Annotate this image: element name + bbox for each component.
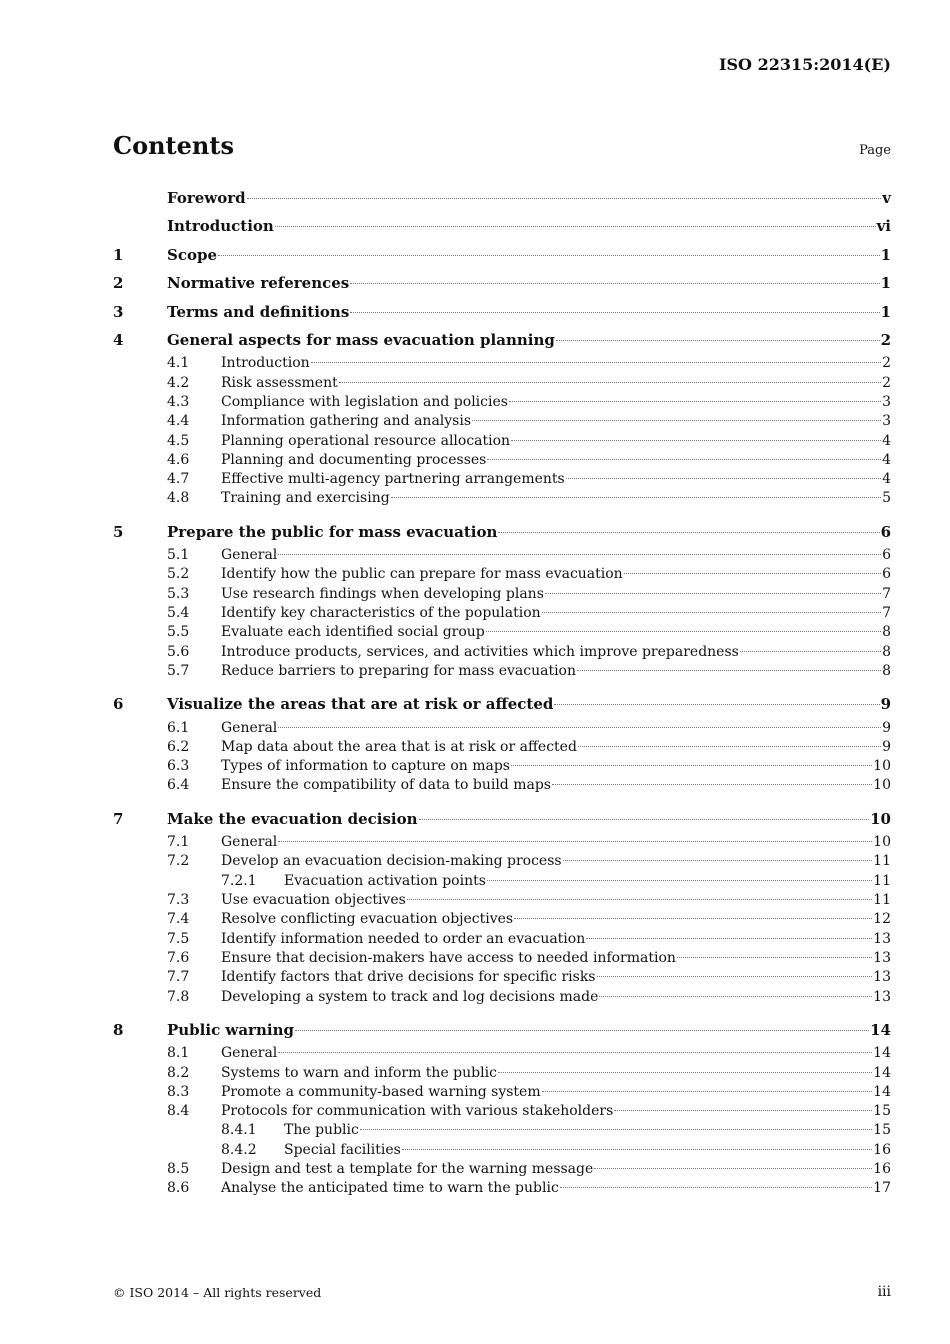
dot-leader (542, 1091, 873, 1092)
toc-entry-number: 1 (113, 245, 124, 264)
toc-entry-page[interactable]: 16 (873, 1141, 891, 1158)
toc-entry-title[interactable]: Promote a community-based warning system (221, 1083, 541, 1100)
dot-leader (509, 401, 881, 402)
toc-entry-title[interactable]: Systems to warn and inform the public (221, 1064, 497, 1081)
toc-entry-title[interactable]: Training and exercising (221, 490, 390, 507)
dot-leader (624, 573, 881, 574)
dot-leader (311, 362, 881, 363)
toc-entry-number: 5 (113, 522, 124, 541)
toc-entry-page[interactable]: 4 (882, 451, 891, 468)
toc-entry-number: 4.3 (167, 393, 190, 410)
toc-entry-number: 5.3 (167, 585, 190, 602)
dot-leader (402, 1149, 872, 1150)
toc-entry-title[interactable]: Types of information to capture on maps (221, 758, 510, 775)
toc-entry[interactable] (113, 852, 891, 871)
toc-entry-page[interactable]: 11 (873, 872, 891, 889)
toc-entry-page[interactable]: 15 (873, 1122, 891, 1139)
toc-entry[interactable] (113, 988, 891, 1007)
toc-entry-page[interactable]: 10 (870, 809, 891, 828)
dot-leader (578, 746, 881, 747)
toc-entry-number: 8.4.2 (221, 1141, 257, 1158)
toc-entry-title[interactable]: Design and test a template for the warning message (221, 1161, 594, 1177)
toc-entry-page[interactable]: 6 (882, 566, 891, 583)
toc-entry-title[interactable]: Identify key characteristics of the population (221, 605, 541, 621)
toc-entry[interactable] (113, 546, 891, 565)
dot-leader (542, 612, 881, 613)
toc-entry[interactable] (113, 662, 891, 681)
toc-entry-page[interactable]: 10 (873, 758, 891, 775)
toc-entry-number: 5.7 (167, 662, 190, 679)
toc-entry-title[interactable]: Foreword (167, 189, 246, 207)
dot-leader (278, 554, 881, 555)
toc-entry-page[interactable]: 16 (873, 1161, 891, 1177)
dot-leader (614, 1110, 872, 1111)
dot-leader (560, 1187, 872, 1188)
toc-entry-page[interactable]: 13 (873, 949, 891, 966)
dot-leader (586, 938, 872, 939)
dot-leader (278, 727, 881, 728)
toc-entry-number: 8.6 (167, 1180, 190, 1197)
toc-entry-title[interactable]: Planning and documenting processes (221, 451, 487, 468)
toc-entry-number: 6.1 (167, 719, 190, 736)
toc-entry-page[interactable]: 8 (882, 624, 891, 641)
toc-entry-title[interactable]: Identify how the public can prepare for mass evacuation (221, 566, 623, 583)
toc-entry-number: 4.1 (167, 355, 190, 372)
toc-entry[interactable] (113, 374, 891, 393)
toc-entry-page[interactable]: 3 (882, 393, 891, 410)
toc-entry[interactable] (113, 298, 891, 326)
toc-entry[interactable] (113, 604, 891, 623)
toc-entry[interactable] (113, 489, 891, 508)
toc-entry[interactable] (113, 184, 891, 212)
toc-entry[interactable] (113, 212, 891, 240)
toc-entry[interactable] (113, 891, 891, 910)
toc-entry-page[interactable]: vi (876, 217, 891, 236)
toc-entry-title[interactable]: Evaluate each identified social group (221, 624, 485, 641)
toc-entry-title[interactable]: Terms and definitions (167, 302, 350, 321)
dot-leader (677, 957, 872, 958)
toc-entry[interactable] (113, 451, 891, 470)
toc-entry-number: 5.2 (167, 566, 190, 583)
dot-leader (545, 593, 881, 594)
toc-entry-page[interactable]: 14 (873, 1064, 891, 1081)
toc-entry[interactable] (113, 910, 891, 929)
toc-entry-title[interactable]: Ensure that decision-makers have access to needed information (221, 949, 676, 966)
toc-entry[interactable] (113, 1102, 891, 1121)
toc-entry-title[interactable]: General (221, 834, 278, 851)
toc-entry[interactable] (113, 757, 891, 776)
toc-entry[interactable] (113, 432, 891, 451)
toc-entry[interactable] (113, 1064, 891, 1083)
dot-leader (599, 996, 872, 997)
toc-entry-page[interactable]: 4 (882, 471, 891, 488)
toc-entry[interactable] (113, 1044, 891, 1063)
toc-entry-title[interactable]: Special facilities (284, 1141, 401, 1158)
dot-leader (218, 255, 880, 256)
toc-entry-page[interactable]: 13 (873, 930, 891, 947)
toc-entry-page[interactable]: 11 (873, 853, 891, 870)
toc-entry-title[interactable]: Use research findings when developing plans (221, 585, 544, 602)
dot-leader (566, 478, 881, 479)
toc-entry-title[interactable]: Developing a system to track and log decisions made (221, 988, 599, 1005)
dot-leader (391, 497, 881, 498)
toc-entry-page[interactable]: v (882, 189, 891, 207)
footer-copyright: © ISO 2014 – All rights reserved (113, 1285, 322, 1300)
toc-entry-number: 8 (113, 1020, 124, 1039)
toc-entry-page[interactable]: 1 (880, 274, 891, 293)
toc-entry-number: 7.6 (167, 949, 190, 966)
toc-entry-page[interactable]: 11 (873, 892, 891, 909)
dot-leader (275, 226, 876, 227)
toc-entry-number: 7.2 (167, 853, 190, 870)
contents-heading: Contents (113, 131, 234, 160)
toc-entry-number: 7 (113, 809, 124, 828)
toc-entry[interactable] (113, 1016, 891, 1044)
toc-entry-number: 7.5 (167, 930, 190, 947)
dot-leader (472, 420, 881, 421)
toc-entry-page[interactable]: 10 (873, 777, 891, 794)
toc-entry-number: 8.5 (167, 1161, 190, 1177)
toc-entry-title[interactable]: Map data about the area that is at risk or affected (221, 738, 577, 755)
toc-entry-page[interactable]: 6 (880, 522, 891, 541)
toc-entry[interactable] (113, 968, 891, 987)
toc-entry-number: 4.6 (167, 451, 190, 468)
dot-leader (350, 283, 879, 284)
toc-entry-number: 6.3 (167, 758, 190, 775)
table-of-contents (113, 184, 891, 1199)
dot-leader (554, 704, 879, 705)
toc-entry-number: 7.1 (167, 834, 190, 851)
toc-entry-title[interactable]: Normative references (167, 274, 350, 293)
dot-leader (511, 765, 872, 766)
toc-entry-number: 4.4 (167, 413, 190, 430)
toc-entry[interactable] (113, 738, 891, 757)
toc-entry[interactable] (113, 1121, 891, 1140)
toc-entry-title[interactable]: General (221, 719, 278, 736)
toc-entry-title[interactable]: Reduce barriers to preparing for mass evacuation (221, 662, 577, 679)
toc-entry-number: 8.3 (167, 1083, 190, 1100)
toc-entry-page[interactable]: 8 (882, 662, 891, 679)
toc-entry[interactable] (113, 623, 891, 642)
toc-entry-title[interactable]: Identify information needed to order an evacuation (221, 930, 586, 947)
toc-entry[interactable] (113, 412, 891, 431)
toc-entry-page[interactable]: 3 (882, 413, 891, 430)
toc-entry-page[interactable]: 13 (873, 969, 891, 986)
dot-leader (514, 918, 872, 919)
toc-entry-title[interactable]: Make the evacuation decision (167, 809, 418, 828)
toc-entry-page[interactable]: 9 (882, 738, 891, 755)
toc-entry-page[interactable]: 8 (882, 643, 891, 660)
toc-entry[interactable] (113, 930, 891, 949)
toc-entry-title[interactable]: Public warning (167, 1020, 294, 1039)
dot-leader (563, 860, 873, 861)
footer-page-number: iii (877, 1284, 891, 1300)
dot-leader (339, 382, 881, 383)
dot-leader (487, 880, 872, 881)
toc-entry-number: 4.2 (167, 374, 190, 391)
toc-entry-page[interactable]: 13 (873, 988, 891, 1005)
toc-entry[interactable] (113, 1179, 891, 1198)
dot-leader (247, 198, 882, 199)
toc-entry[interactable] (113, 470, 891, 489)
toc-entry-number: 8.1 (167, 1045, 190, 1062)
toc-entry[interactable] (113, 518, 891, 546)
toc-entry[interactable] (113, 269, 891, 297)
toc-entry-page[interactable]: 10 (873, 834, 891, 851)
dot-leader (295, 1030, 869, 1031)
dot-leader (350, 312, 879, 313)
toc-entry[interactable] (113, 719, 891, 738)
toc-entry-number: 7.4 (167, 911, 190, 928)
toc-entry[interactable] (113, 776, 891, 795)
toc-entry-page[interactable]: 15 (873, 1103, 891, 1120)
toc-entry-number: 8.4 (167, 1103, 190, 1120)
toc-entry-number: 4.7 (167, 471, 190, 488)
toc-entry-number: 6.4 (167, 777, 190, 794)
dot-leader (597, 976, 873, 977)
dot-leader (594, 1168, 872, 1169)
dot-leader (486, 631, 881, 632)
toc-entry-number: 8.2 (167, 1064, 190, 1081)
page-column-label: Page (859, 143, 891, 158)
toc-entry[interactable] (113, 1160, 891, 1179)
toc-entry-number: 4.8 (167, 490, 190, 507)
toc-entry-number: 4.5 (167, 432, 190, 449)
toc-entry[interactable] (113, 805, 891, 833)
toc-entry-title[interactable]: Analyse the anticipated time to warn the public (221, 1180, 559, 1197)
toc-entry-title[interactable]: The public (284, 1122, 359, 1139)
toc-entry-title[interactable]: Introduce products, services, and activities which improve preparedness (221, 643, 739, 660)
toc-entry-page[interactable]: 5 (882, 490, 891, 507)
toc-entry-title[interactable]: Introduction (221, 355, 310, 372)
toc-entry-title[interactable]: Identify factors that drive decisions for specific risks (221, 969, 596, 986)
dot-leader (419, 819, 870, 820)
toc-entry-title[interactable]: Planning operational resource allocation (221, 432, 511, 449)
toc-entry-title[interactable]: Evacuation activation points (284, 872, 486, 889)
toc-entry-page[interactable]: 1 (880, 245, 891, 264)
dot-leader (407, 899, 872, 900)
toc-entry-title[interactable]: Ensure the compatibility of data to build maps (221, 777, 551, 794)
toc-entry-page[interactable]: 4 (882, 432, 891, 449)
toc-entry-title[interactable]: Scope (167, 245, 218, 264)
dot-leader (498, 532, 879, 533)
toc-entry-page[interactable]: 12 (873, 911, 891, 928)
toc-entry-page[interactable]: 14 (873, 1045, 891, 1062)
toc-entry-number: 7.8 (167, 988, 190, 1005)
toc-entry-page[interactable]: 6 (882, 547, 891, 564)
toc-entry-page[interactable]: 2 (882, 374, 891, 391)
toc-entry[interactable] (113, 326, 891, 354)
toc-entry-title[interactable]: Protocols for communication with various stakeholders (221, 1103, 614, 1120)
toc-entry-page[interactable]: 7 (882, 585, 891, 602)
dot-leader (740, 651, 881, 652)
toc-entry[interactable] (113, 585, 891, 604)
toc-entry[interactable] (113, 241, 891, 269)
toc-entry-page[interactable]: 1 (880, 302, 891, 321)
toc-entry[interactable] (113, 393, 891, 412)
toc-entry-number: 8.4.1 (221, 1122, 257, 1139)
toc-entry-title[interactable]: General (221, 1045, 278, 1062)
toc-entry-number: 6 (113, 695, 124, 714)
toc-entry-title[interactable]: Resolve conflicting evacuation objectives (221, 911, 514, 928)
toc-entry-number: 5.4 (167, 605, 190, 621)
toc-entry-title[interactable]: Develop an evacuation decision-making process (221, 853, 562, 870)
toc-entry-number: 3 (113, 302, 124, 321)
toc-entry-page[interactable]: 9 (882, 719, 891, 736)
dot-leader (278, 1052, 872, 1053)
toc-entry-title[interactable]: Compliance with legislation and policies (221, 393, 508, 410)
dot-leader (511, 440, 881, 441)
toc-entry-page[interactable]: 7 (882, 605, 891, 621)
toc-entry-title[interactable]: Use evacuation objectives (221, 892, 406, 909)
dot-leader (487, 459, 881, 460)
toc-entry[interactable] (113, 872, 891, 891)
toc-entry-number: 5.6 (167, 643, 190, 660)
toc-entry[interactable] (113, 1083, 891, 1102)
dot-leader (360, 1129, 872, 1130)
toc-entry-number: 7.3 (167, 892, 190, 909)
toc-entry-title[interactable]: General aspects for mass evacuation planning (167, 330, 555, 349)
toc-entry-title[interactable]: Effective multi-agency partnering arrangements (221, 471, 565, 488)
dot-leader (556, 340, 880, 341)
toc-entry-page[interactable]: 2 (882, 355, 891, 372)
toc-entry-number: 4 (113, 330, 124, 349)
toc-entry-number: 5.5 (167, 624, 190, 641)
toc-entry-number: 5.1 (167, 547, 190, 564)
toc-entry-title[interactable]: Introduction (167, 217, 274, 236)
toc-entry-title[interactable]: Visualize the areas that are at risk or affected (167, 695, 554, 714)
toc-entry-title[interactable]: Information gathering and analysis (221, 413, 472, 430)
toc-entry-page[interactable]: 14 (870, 1020, 891, 1039)
toc-entry-number: 6.2 (167, 738, 190, 755)
toc-entry-number: 7.2.1 (221, 872, 257, 889)
toc-entry-title[interactable]: Prepare the public for mass evacuation (167, 522, 498, 541)
document-id-header: ISO 22315:2014(E) (719, 55, 891, 74)
toc-entry[interactable] (113, 643, 891, 662)
toc-entry[interactable] (113, 354, 891, 373)
dot-leader (498, 1072, 872, 1073)
toc-entry-page[interactable]: 9 (880, 695, 891, 714)
toc-entry-page[interactable]: 2 (880, 330, 891, 349)
toc-entry-page[interactable]: 14 (873, 1083, 891, 1100)
toc-entry-page[interactable]: 17 (873, 1180, 891, 1197)
dot-leader (278, 841, 872, 842)
dot-leader (577, 670, 881, 671)
toc-entry-title[interactable]: Risk assessment (221, 374, 338, 391)
dot-leader (552, 784, 872, 785)
toc-entry-number: 7.7 (167, 969, 190, 986)
toc-entry[interactable] (113, 833, 891, 852)
toc-entry[interactable] (113, 1141, 891, 1160)
toc-entry[interactable] (113, 565, 891, 584)
toc-entry[interactable] (113, 949, 891, 968)
toc-entry[interactable] (113, 690, 891, 718)
toc-entry-title[interactable]: General (221, 547, 278, 564)
toc-entry-number: 2 (113, 274, 124, 293)
